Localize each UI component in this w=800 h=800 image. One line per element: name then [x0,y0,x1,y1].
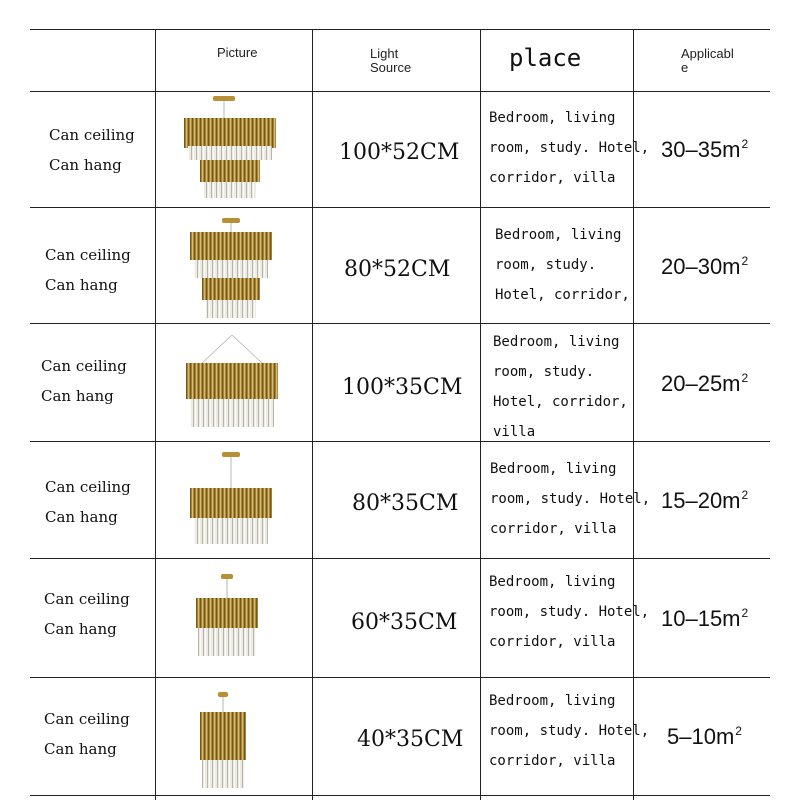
light-size: 80*35CM [352,491,459,516]
light-size: 100*35CM [342,375,463,400]
chandelier-image [182,333,282,437]
mount-ceiling-label: Can ceiling [45,246,131,264]
place-line: corridor, villa [490,521,617,537]
row-divider [30,558,770,559]
header-picture: Picture [217,45,258,60]
chandelier-image [192,572,262,662]
applicable-area [661,254,748,280]
chandelier-image [180,94,280,206]
mount-hang-label: Can hang [44,620,117,638]
mount-ceiling-label: Can ceiling [49,126,135,144]
mount-hang-label: Can hang [49,156,122,174]
light-size: 40*35CM [357,727,464,752]
mount-type [41,351,127,411]
area-unit-exponent: 2 [741,137,749,151]
area-value: 30–35m [661,137,741,162]
applicable-area [661,488,748,514]
row-divider [30,441,770,442]
mount-ceiling-label: Can ceiling [44,590,130,608]
place-line: Bedroom, living [489,110,616,126]
place-line: Hotel, corridor, [495,287,630,303]
place-line: room, study. [495,257,597,273]
place-line: Bedroom, living [495,227,622,243]
place-text [493,327,639,447]
applicable-area [661,137,748,163]
place-line: room, study. [493,364,595,380]
area-unit-exponent: 2 [741,371,749,385]
place-line: room, study. Hotel, [489,723,650,739]
column-divider [312,29,313,800]
applicable-area [667,724,742,750]
area-value: 20–30m [661,254,741,279]
place-line: Bedroom, living [489,693,616,709]
header-light-source [370,47,411,75]
mount-ceiling-label: Can ceiling [44,710,130,728]
light-size: 100*52CM [339,140,460,165]
area-unit-exponent: 2 [741,606,749,620]
row-divider [30,323,770,324]
chandelier-image [186,216,276,322]
header-place: place [509,44,582,72]
mount-type [44,704,130,764]
area-value: 15–20m [661,488,741,513]
area-value: 10–15m [661,606,741,631]
mount-hang-label: Can hang [41,387,114,405]
place-line: corridor, villa [489,753,616,769]
row-divider [30,677,770,678]
area-value: 5–10m [667,724,735,749]
place-line: corridor, villa [489,170,616,186]
mount-ceiling-label: Can ceiling [45,478,131,496]
place-text [489,686,650,776]
column-divider [155,29,156,800]
chandelier-image [186,450,276,550]
mount-ceiling-label: Can ceiling [41,357,127,375]
place-text [489,103,650,193]
area-unit-exponent: 2 [741,488,749,502]
mount-type [44,584,130,644]
mount-hang-label: Can hang [44,740,117,758]
mount-type [45,472,131,532]
header-applicable [681,47,734,75]
mount-type [45,240,131,300]
header-light-source-line1: Light [370,46,399,61]
area-unit-exponent: 2 [741,254,749,268]
place-text [490,454,651,544]
mount-type [49,120,135,180]
row-divider [30,795,770,796]
header-applicable-line1: Applicabl [681,46,734,61]
column-divider [480,29,481,800]
mount-hang-label: Can hang [45,276,118,294]
place-line: Hotel, corridor, [493,394,628,410]
place-line: room, study. Hotel, [489,140,650,156]
place-line: corridor, villa [489,634,616,650]
place-line: room, study. Hotel, [490,491,651,507]
place-line: room, study. Hotel, [489,604,650,620]
place-text [489,567,650,657]
applicable-area [661,371,748,397]
light-size: 60*35CM [351,610,458,635]
place-line: Bedroom, living [490,461,617,477]
place-line: villa [493,424,536,440]
header-divider [30,91,770,92]
chandelier-image [196,690,250,792]
place-line: Bedroom, living [493,334,620,350]
place-line: Bedroom, living [489,574,616,590]
area-unit-exponent: 2 [735,724,742,738]
mount-hang-label: Can hang [45,508,118,526]
place-text [495,220,641,310]
area-value: 20–25m [661,371,741,396]
light-size: 80*52CM [344,257,451,282]
header-light-source-line2: Source [370,60,412,75]
applicable-area [661,606,748,632]
row-divider [30,207,770,208]
table-border-top [30,29,770,30]
header-applicable-line2: e [681,60,689,75]
